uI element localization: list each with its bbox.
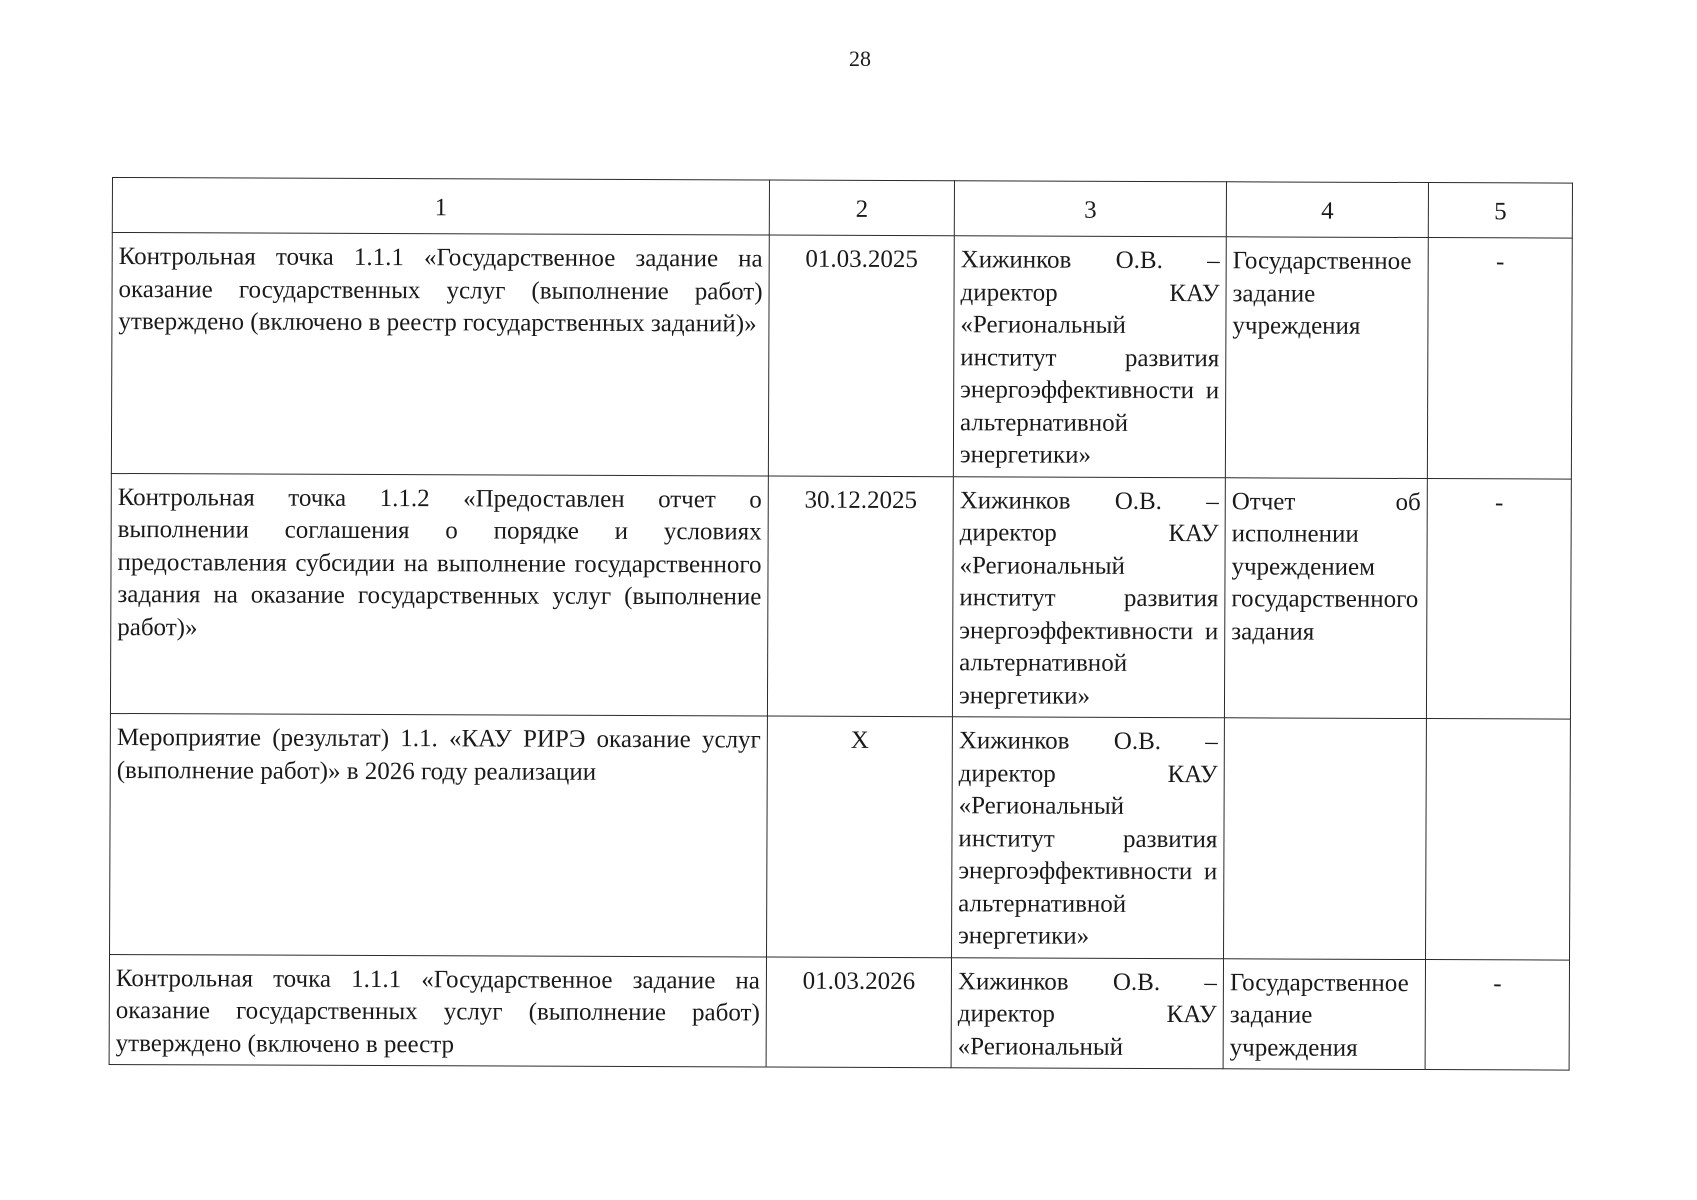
document-cell: Отчет об исполнении учреждением государственного задания xyxy=(1224,477,1427,718)
column-5-cell xyxy=(1426,719,1571,960)
document-cell xyxy=(1224,718,1427,959)
table-row xyxy=(110,473,1571,719)
column-5-cell: - xyxy=(1426,478,1571,719)
table-header-row xyxy=(112,178,1572,239)
table-row xyxy=(109,954,1569,1070)
column-header-2: 2 xyxy=(769,180,954,236)
table-row xyxy=(111,233,1572,479)
document-cell: Государственное задание учреждения xyxy=(1223,958,1425,1069)
plan-table xyxy=(109,177,1573,1071)
column-header-1: 1 xyxy=(112,178,769,236)
table-row xyxy=(110,713,1571,959)
date-cell: 30.12.2025 xyxy=(767,476,953,717)
date-cell: 01.03.2026 xyxy=(766,957,951,1068)
column-header-5: 5 xyxy=(1428,183,1572,239)
activity-name-cell: Мероприятие (результат) 1.1. «КАУ РИРЭ оказание услуг (выполнение работ)» в 2026 году реализации xyxy=(110,713,768,956)
responsible-cell: Хижинков О.В. – директор КАУ «Региональный институт развития энергоэффективности и альтернативной энергетики» xyxy=(953,236,1226,478)
responsible-cell: Хижинков О.В. – директор КАУ «Региональный институт развития энергоэффективности и альтернативной энергетики» xyxy=(952,717,1225,959)
milestone-name-cell: Контрольная точка 1.1.2 «Предоставлен отчет о выполнении соглашения о порядке и условиях предоставления субсидии на выполнение государственного задания на оказание государственных услуг (выполнение работ)» xyxy=(110,473,768,716)
document-cell: Государственное задание учреждения xyxy=(1225,237,1428,478)
date-cell: 01.03.2025 xyxy=(768,235,954,476)
column-header-3: 3 xyxy=(954,181,1226,237)
column-5-cell: - xyxy=(1425,959,1569,1070)
milestone-name-cell: Контрольная точка 1.1.1 «Государственное задание на оказание государственных услуг (выполнение работ) утверждено (включено в реестр государственных заданий)» xyxy=(111,233,769,476)
milestone-name-cell: Контрольная точка 1.1.1 «Государственное задание на оказание государственных услуг (выполнение работ) утверждено (включено в реестр xyxy=(109,954,766,1067)
responsible-cell: Хижинков О.В. – директор КАУ «Региональный институт развития энергоэффективности и альтернативной энергетики» xyxy=(952,476,1225,718)
column-5-cell: - xyxy=(1427,238,1572,479)
responsible-cell: Хижинков О.В. – директор КАУ «Региональный xyxy=(951,957,1223,1069)
column-header-4: 4 xyxy=(1226,182,1428,238)
date-cell: X xyxy=(767,716,953,957)
page-number: 28 xyxy=(849,46,871,71)
